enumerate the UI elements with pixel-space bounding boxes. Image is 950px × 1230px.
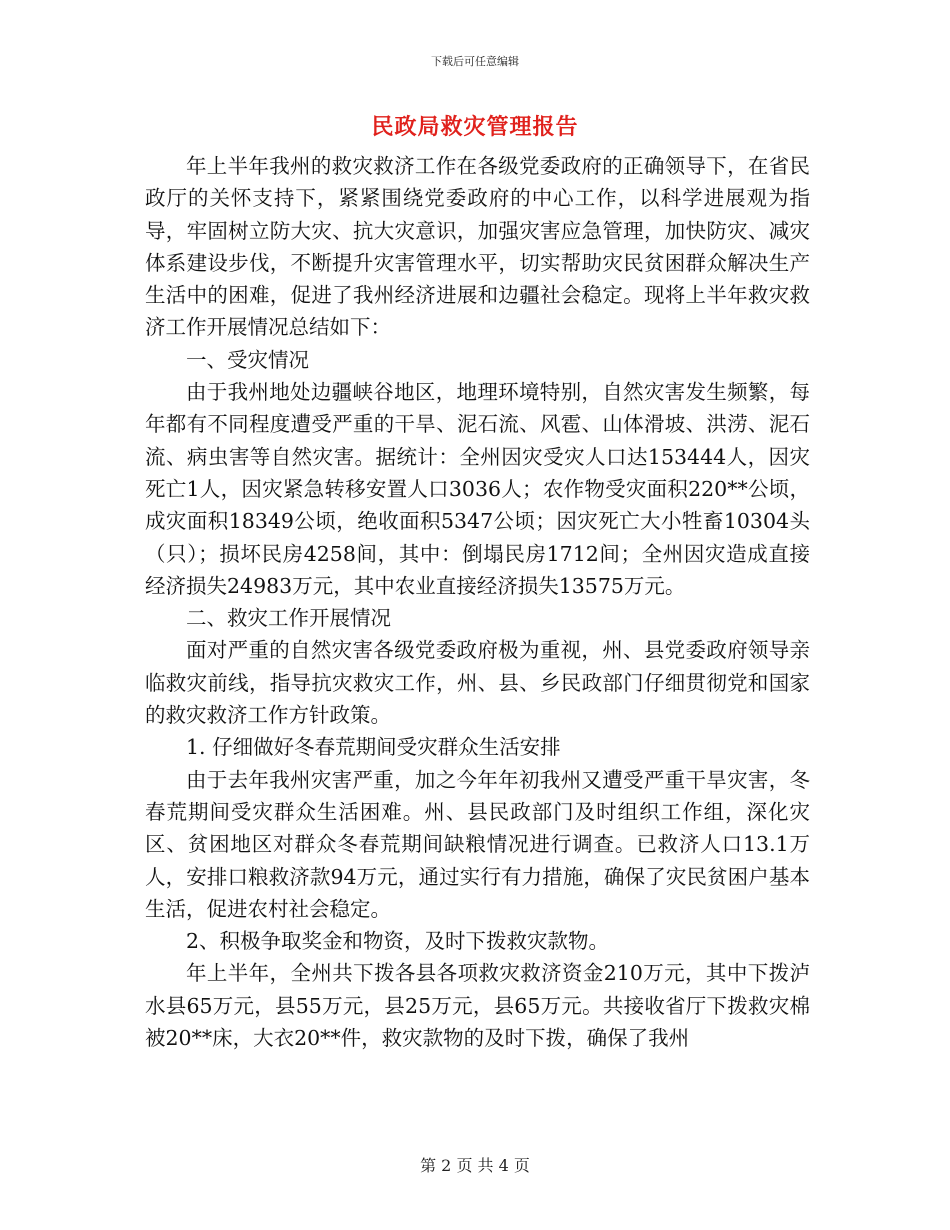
paragraph-funds: 年上半年，全州共下拨各县各项救灾救济资金210万元，其中下拨泸水县65万元，县55万元，县25万元，县65万元。共接收省厅下拨救灾棉被20**床，大衣20**件，救灾款物的及时下拨，确保了我州 — [145, 961, 810, 1051]
paragraph-winter-spring: 由于去年我州灾害严重，加之今年年初我州又遭受严重干旱灾害，冬春荒期间受灾群众生活困难。州、县民政部门及时组织工作组，深化灾区、贫困地区对群众冬春荒期间缺粮情况进行调查。已救济人口13.1万人，安排口粮救济款94万元，通过实行有力措施，确保了灾民贫困户基本生活，促进农村社会稳定。 — [145, 767, 810, 921]
section-heading-1: 一、受灾情况 — [186, 347, 309, 372]
document-body — [145, 150, 810, 1054]
document-title: 民政局救灾管理报告 — [371, 114, 579, 140]
paragraph-disaster-situation: 由于我州地处边疆峡谷地区，地理环境特别，自然灾害发生频繁，每年都有不同程度遭受严重的干旱、泥石流、风雹、山体滑坡、洪涝、泥石流、病虫害等自然灾害。据统计：全州因灾受灾人口达153444人，因灾死亡1人，因灾紧急转移安置人口3036人；农作物受灾面积220**公顷，成灾面积18349公顷，绝收面积5347公顷；因灾死亡大小牲畜10304头（只）；损坏民房4258间，其中：倒塌民房1712间；全州因灾造成直接经济损失24983万元，其中农业直接经济损失13575万元。 — [145, 380, 810, 598]
page-number: 第 2 页 共 4 页 — [420, 1156, 530, 1175]
section-heading-2: 二、救灾工作开展情况 — [186, 606, 391, 631]
subsection-heading-1: 1. 仔细做好冬春荒期间受灾群众生活安排 — [186, 735, 561, 760]
paragraph-intro: 年上半年我州的救灾救济工作在各级党委政府的正确领导下，在省民政厅的关怀支持下，紧紧围绕党委政府的中心工作，以科学进展观为指导，牢固树立防大灾、抗大灾意识，加强灾害应急管理，加快防灾、减灾体系建设步伐，不断提升灾害管理水平，切实帮助灾民贫困群众解决生产生活中的困难，促进了我州经济进展和边疆社会稳定。现将上半年救灾救济工作开展情况总结如下： — [145, 154, 810, 340]
subsection-heading-2: 2、积极争取奖金和物资，及时下拨救灾款物。 — [186, 929, 610, 954]
header-note: 下载后可任意编辑 — [431, 55, 519, 68]
paragraph-relief-overview: 面对严重的自然灾害各级党委政府极为重视，州、县党委政府领导亲临救灾前线，指导抗灾救灾工作，州、县、乡民政部门仔细贯彻党和国家的救灾救济工作方针政策。 — [145, 638, 810, 728]
